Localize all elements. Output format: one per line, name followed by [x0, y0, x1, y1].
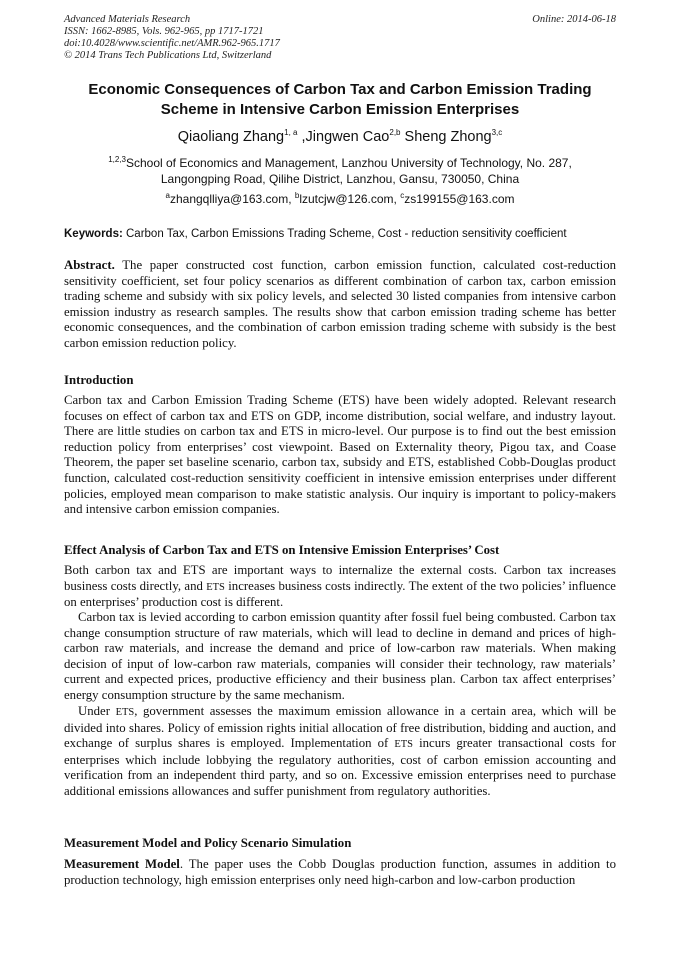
paper-title	[64, 80, 616, 120]
effect-p1-text-b: increases business costs indirectly. The extent of the two policies’ influence on enterprises’ production cost is different.	[64, 578, 616, 610]
email-a-sup: a	[165, 191, 170, 200]
measurement-heading: Measurement Model and Policy Scenario Simulation	[64, 836, 352, 850]
author-separator: ,	[297, 129, 306, 145]
abstract-label: Abstract.	[64, 258, 115, 272]
affiliation-line-1: School of Economics and Management, Lanzhou University of Technology, No. 287,	[125, 156, 572, 170]
author-list	[64, 128, 616, 146]
keywords-label: Keywords:	[64, 228, 123, 240]
measurement-text: . The paper uses the Cobb Douglas production function, assumes in addition to production technology, high emission enterprises only need high-carbon and low-carbon production	[64, 857, 616, 887]
copyright-line: © 2014 Trans Tech Publications Ltd, Switzerland	[64, 50, 272, 61]
author-1: Qiaoliang Zhang	[177, 129, 285, 145]
title-line-2: Scheme in Intensive Carbon Emission Enterprises	[160, 101, 520, 118]
effect-paragraph-3	[64, 704, 616, 800]
author-3: Sheng Zhong	[400, 129, 492, 145]
effect-p3-ets: ETS	[115, 707, 135, 718]
keywords	[64, 227, 616, 242]
introduction-heading: Introduction	[64, 373, 134, 387]
journal-header	[64, 14, 616, 62]
title-line-1: Economic Consequences of Carbon Tax and Carbon Emission Trading	[88, 81, 592, 98]
effect-p3-ets-2: ETS	[394, 739, 413, 751]
email-b: lzutcjw@126.com,	[299, 192, 401, 206]
effect-p3-text-c: incurs greater transactional costs for enterprises which include lobbying the regulatory authorities, cost of carbon emission accounting and verification from an independent third party, and so on. Excessive emission enterprises need to purchase additional emissions allowances and suffer punishment from regulatory authorities.	[64, 736, 616, 798]
affiliation-sup: 1,2,3	[108, 155, 126, 164]
email-b-sup: b	[294, 191, 300, 200]
effect-p1-ets: ETS	[206, 581, 225, 593]
email-a: zhangqlliya@163.com,	[169, 192, 295, 206]
effect-p1-text-a: Both carbon tax and ETS are important ways to internalize the external costs. Carbon tax increases business costs directly, and	[64, 563, 616, 593]
email-list	[64, 191, 616, 207]
doi-line: doi:10.4028/www.scientific.net/AMR.962-965.1717	[64, 38, 280, 49]
introduction-paragraph: Carbon tax and Carbon Emission Trading Scheme (ETS) have been widely adopted. Relevant research focuses on effect of carbon tax and ETS on GDP, income distribution, social welfare, and industry layout. There are little studies on carbon tax and ETS in micro-level. Our purpose is to find out the best emission reduction policy from enterprises’ cost viewpoint. Based on Externality theory, Pigou tax, and Coase Theorem, the paper set baseline scenario, carbon tax, subsidy and ETS, established Cobb-Douglas product function, calculated cost-reduction sensitivity coefficient in intensive emission enterprises under different policies, employed mean comparison to make statistic analysis. Our inquiry is important to policy-makers and intensive carbon emission companies.	[64, 393, 616, 517]
journal-name: Advanced Materials Research	[64, 14, 191, 25]
affiliation-line-2: Langongping Road, Qilihe District, Lanzhou, Gansu, 730050, China	[160, 172, 520, 186]
effect-analysis-heading: Effect Analysis of Carbon Tax and ETS on Intensive Emission Enterprises’ Cost	[64, 543, 500, 557]
author-2-sup: 2,b	[389, 128, 401, 138]
author-1-sup: 1, a	[284, 128, 298, 138]
measurement-label: Measurement Model	[64, 857, 180, 871]
measurement-paragraph	[64, 857, 616, 888]
affiliation	[64, 155, 616, 187]
online-date: Online: 2014-06-18	[532, 14, 616, 25]
keywords-text: Carbon Tax, Carbon Emissions Trading Scheme, Cost - reduction sensitivity coefficient	[122, 228, 567, 240]
effect-p3-text-b: , government assesses the maximum emission allowance in a certain area, which will be divided into shares. Policy of emission rights initial allocation of free distribution, bidding and auction, and exchange of surplus shares is employed. Implementation of	[64, 704, 617, 751]
email-c: zs199155@163.com	[404, 192, 515, 206]
abstract-text: The paper constructed cost function, carbon emission function, calculated cost-reduction sensitivity coefficient, set four policy scenarios as different combination of carbon tax, carbon emission trading scheme and subsidy with six policy levels, and selected 30 listed companies from intensive carbon emission industry as research samples. The results show that carbon emission trading scheme has better economic consequences, and the combination of carbon emission trading scheme with subsidy is the best carbon emission reduction policy.	[64, 258, 616, 350]
effect-p3-text-a: Under	[78, 704, 116, 718]
email-c-sup: c	[400, 191, 405, 200]
abstract	[64, 258, 616, 352]
author-2: Jingwen Cao	[305, 129, 390, 145]
issn-line: ISSN: 1662-8985, Vols. 962-965, pp 1717-1721	[64, 26, 264, 37]
effect-paragraph-2: Carbon tax is levied according to carbon emission quantity after fossil fuel being combusted. Carbon tax change consumption structure of raw materials, which will lead to decline in demand and prices of high-carbon raw materials, and increase the demand and price of low-carbon raw materials. When making decision of input of low-carbon raw materials, companies will consider their technology, raw materials’ current and expected prices, productive efficiency and their business plan. Carbon tax affect enterprises’ energy consumption structure by the same mechanism.	[64, 610, 616, 702]
author-3-sup: 3,c	[491, 128, 503, 138]
effect-paragraph-1	[64, 563, 616, 611]
